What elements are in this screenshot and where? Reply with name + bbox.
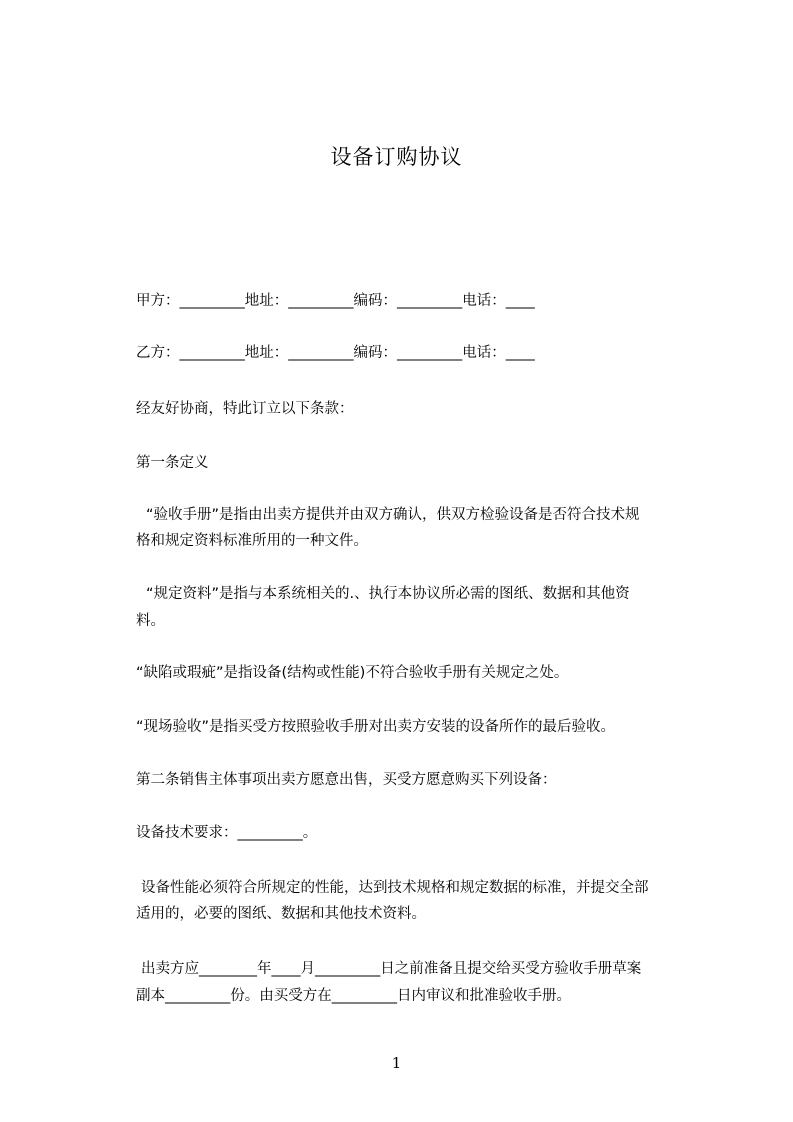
definition-defect: “缺陷或瑕疵”是指设备(结构或性能)不符合验收手册有关规定之处。: [136, 665, 569, 681]
document-title: 设备订购协议: [330, 145, 463, 169]
performance-line-1: 设备性能必须符合所规定的性能，达到技术规格和规定数据的标准，并提交全部: [141, 880, 649, 896]
page-number: 1: [391, 1054, 402, 1072]
definition-onsite: “现场验收”是指买受方按照验收手册对出卖方安装的设备所作的最后验收。: [136, 719, 616, 735]
definition-manual-line-2: 格和规定资料标准所用的一种文件。: [136, 533, 368, 549]
performance-line-2: 适用的，必要的图纸、数据和其他技术资料。: [136, 906, 426, 922]
party-b-line: 乙方：_________地址：_________编码：_________电话：____: [136, 345, 535, 361]
definition-spec-line-1: “规定资料”是指与本系统相关的.、执行本协议所必需的图纸、数据和其他资: [146, 586, 630, 602]
intro-paragraph: 经友好协商，特此订立以下条款：: [136, 401, 354, 417]
definition-spec-line-2: 料。: [136, 613, 165, 629]
article-2-paragraph: 第二条销售主体事项出卖方愿意出售，买受方愿意购买下列设备：: [136, 772, 557, 788]
party-a-line: 甲方：_________地址：_________编码：_________电话：____: [136, 293, 535, 309]
deadline-line-2: 副本_________份。由买受方在_________日内审议和批准验收手册。: [136, 988, 571, 1004]
definition-manual-line-1: “验收手册”是指由出卖方提供并由双方确认，供双方检验设备是否符合技术规: [146, 507, 640, 523]
article-1-heading: 第一条定义: [136, 455, 209, 471]
tech-requirement-line: 设备技术要求：_________。: [136, 825, 318, 841]
deadline-line-1: 出卖方应________年____月_________日之前准备且提交给买受方验收手册草案: [141, 961, 642, 977]
